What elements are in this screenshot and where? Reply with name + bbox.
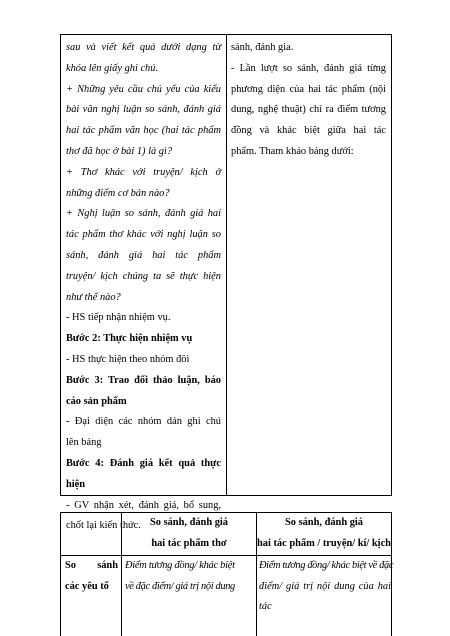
poetry-comparison-cell [125, 556, 254, 598]
text-line: sau và viết kết quả dưới dạng từ [66, 42, 221, 53]
step-heading: Bước 2: Thực hiện nhiệm vụ [66, 333, 193, 345]
header-line: So sánh, đánh giá [150, 517, 228, 528]
activity-table [60, 34, 392, 532]
step-heading: Bước 4: Đánh giá kết quả thực [66, 457, 221, 469]
text-line: tác phẩm thơ khác với nghị luận so [66, 229, 221, 241]
text-line: hai tác phẩm văn học (hai tác phẩm [66, 125, 221, 137]
text-line: như thế nào? [66, 291, 121, 303]
story-drama-comparison-cell [259, 556, 394, 613]
header-line: So sánh, đánh giá [285, 517, 363, 528]
text-line: sánh, đánh gia. [231, 42, 294, 53]
cell-line: Điểm tương đồng/ khác biệt về đặc [259, 560, 394, 571]
row-label-line: các yêu tố [65, 580, 109, 592]
column-divider [226, 35, 227, 495]
cell-line: điểm/ giá trị nội dung của hai tác [259, 580, 391, 613]
cell-line: Điểm tương đồng/ khác biệt [125, 560, 235, 571]
text-line: thơ đã học ở bài 1) là gì? [66, 145, 173, 157]
text-line: phương diện của hai tác phẩm (nội [231, 83, 386, 95]
text-line: những điểm cơ bản nào? [66, 187, 170, 199]
text-line: khóa lên giấy ghi chú. [66, 62, 159, 74]
comparison-table [60, 512, 392, 636]
header-line: hai tác phẩm thơ [151, 537, 227, 549]
text-line: truyện/ kịch chúng ta sẽ thực hiện [66, 270, 221, 282]
text-line: dung, nghệ thuật) chỉ ra điểm tương [231, 104, 386, 116]
text-line: - HS thực hiện theo nhóm đôi [66, 353, 190, 365]
step-heading: cáo sản phẩm [66, 395, 127, 407]
text-line: sánh, đánh giá hai tác phẩm [66, 249, 221, 261]
text-line: + Những yêu cầu chủ yếu của kiểu [66, 83, 221, 95]
text-line: lên bảng [66, 437, 102, 449]
row-label-compare-elements [65, 556, 118, 598]
text-line: + Nghị luận so sánh, đánh giá hai [66, 208, 221, 220]
text-line: bài văn nghị luận so sánh, đánh giá [66, 104, 221, 116]
story-drama-comparison-header [257, 513, 391, 555]
expected-product-column [231, 38, 386, 163]
teacher-student-activity-column [66, 38, 221, 537]
cell-line: về đặc điểm/ giá trị nội dung [125, 580, 235, 592]
text-line: - HS tiếp nhận nhiệm vụ. [66, 312, 171, 324]
text-line: phẩm. Tham khảo bảng dưới: [231, 145, 354, 157]
header-line: hai tác phẩm / truyện/ kí/ kịch [257, 537, 391, 549]
step-heading: hiện [66, 478, 86, 490]
step-heading: Bước 3: Trao đổi thảo luận, báo [66, 374, 221, 386]
poetry-comparison-header [122, 513, 256, 555]
text-line: + Thơ khác với truyện/ kịch ở [66, 166, 221, 178]
text-line: - Đại diện các nhóm dán ghi chú [66, 416, 221, 428]
row-label-line: So sánh [65, 560, 118, 571]
text-line: đồng và khác biệt giữa hai tác [231, 125, 386, 137]
text-line: - GV nhận xét, đánh giá, bổ sung, [66, 499, 221, 511]
text-line: - Lần lượt so sánh, đánh giá từng [231, 62, 386, 74]
text-line: chốt lại kiến thức. [66, 520, 141, 532]
